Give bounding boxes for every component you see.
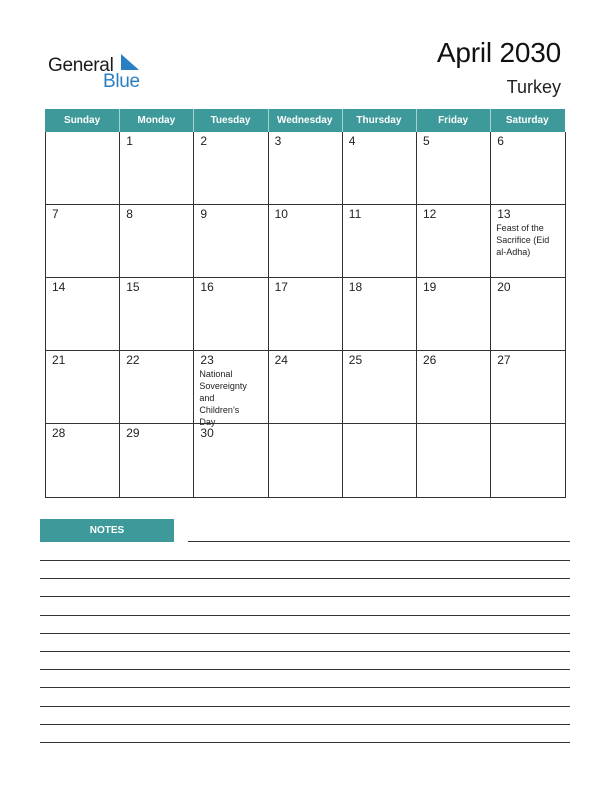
holiday-label (496, 222, 562, 258)
column-divider (193, 132, 194, 497)
day-number: 7 (52, 207, 59, 221)
holiday-line: Sovereignty (199, 381, 247, 391)
day-number: 14 (52, 280, 66, 294)
day-number: 24 (274, 353, 288, 367)
logo-word-blue: Blue (103, 71, 140, 92)
column-divider (416, 132, 417, 497)
notes-line (40, 596, 570, 597)
weekday-saturday: Saturday (505, 115, 549, 126)
notes-line (40, 724, 570, 725)
notes-line (40, 615, 570, 616)
logo-word-general: General (48, 55, 114, 76)
day-number: 26 (423, 353, 437, 367)
day-number: 10 (274, 207, 288, 221)
holiday-line: al-Adha) (496, 247, 531, 257)
notes-label: NOTES (40, 519, 174, 542)
country-name: Turkey (506, 77, 561, 97)
header-divider (193, 109, 194, 132)
day-number: 4 (348, 134, 356, 148)
day-number: 22 (126, 353, 140, 367)
calendar (45, 109, 565, 498)
notes-line (40, 742, 570, 743)
day-number: 18 (348, 280, 363, 294)
header-divider (416, 109, 417, 132)
notes-line (40, 669, 570, 670)
generalblue-logo (48, 52, 148, 92)
column-divider (268, 132, 269, 497)
holiday-line: Day (199, 417, 216, 427)
day-number: 3 (274, 134, 282, 148)
holiday-label (199, 368, 265, 428)
weekday-monday: Monday (137, 115, 176, 126)
notes-line (40, 706, 570, 707)
day-number: 11 (348, 207, 362, 221)
day-number: 28 (52, 426, 66, 440)
weekday-friday: Friday (438, 115, 469, 126)
weekday-wednesday: Wednesday (276, 115, 333, 126)
day-number: 15 (126, 280, 140, 294)
column-divider (119, 132, 120, 497)
day-number: 6 (497, 134, 504, 148)
day-number: 30 (200, 426, 214, 440)
column-divider (342, 132, 343, 497)
day-number: 16 (200, 280, 214, 294)
day-number: 27 (497, 353, 511, 367)
day-number: 13 (497, 207, 511, 221)
weekday-thursday: Thursday (356, 115, 402, 126)
day-number: 12 (423, 207, 437, 221)
notes-line (40, 578, 570, 579)
header-divider (119, 109, 120, 132)
day-number: 17 (274, 280, 288, 294)
day-number: 8 (126, 207, 133, 221)
notes-line (40, 651, 570, 652)
day-number: 21 (52, 353, 66, 367)
day-number: 19 (423, 280, 437, 294)
row-divider (46, 277, 565, 278)
calendar-grid (45, 132, 566, 498)
row-divider (46, 423, 565, 424)
header-divider (342, 109, 343, 132)
notes-line (40, 560, 570, 561)
day-number: 5 (423, 134, 430, 148)
day-number: 25 (348, 353, 363, 367)
holiday-line: and (199, 393, 215, 403)
logo-triangle-icon (119, 54, 141, 72)
day-number: 29 (126, 426, 140, 440)
weekday-header-row (45, 109, 565, 132)
weekday-tuesday: Tuesday (210, 115, 251, 126)
day-number: 20 (497, 280, 511, 294)
weekday-sunday: Sunday (64, 115, 101, 126)
day-number: 2 (200, 134, 208, 148)
holiday-line: Feast of the (496, 223, 544, 233)
holiday-line: Sacrifice (Eid (496, 235, 550, 245)
notes-line (40, 687, 570, 688)
page-title: April 2030 (436, 37, 561, 68)
day-number: 9 (200, 207, 208, 221)
holiday-line: Children’s (199, 405, 240, 415)
column-divider (490, 132, 491, 497)
day-number: 23 (200, 353, 214, 367)
header-divider (490, 109, 491, 132)
notes-line (40, 633, 570, 634)
header-divider (268, 109, 269, 132)
row-divider (46, 350, 565, 351)
notes-line (188, 541, 570, 542)
holiday-line: National (199, 369, 233, 379)
row-divider (46, 204, 565, 205)
day-number: 1 (126, 134, 133, 148)
